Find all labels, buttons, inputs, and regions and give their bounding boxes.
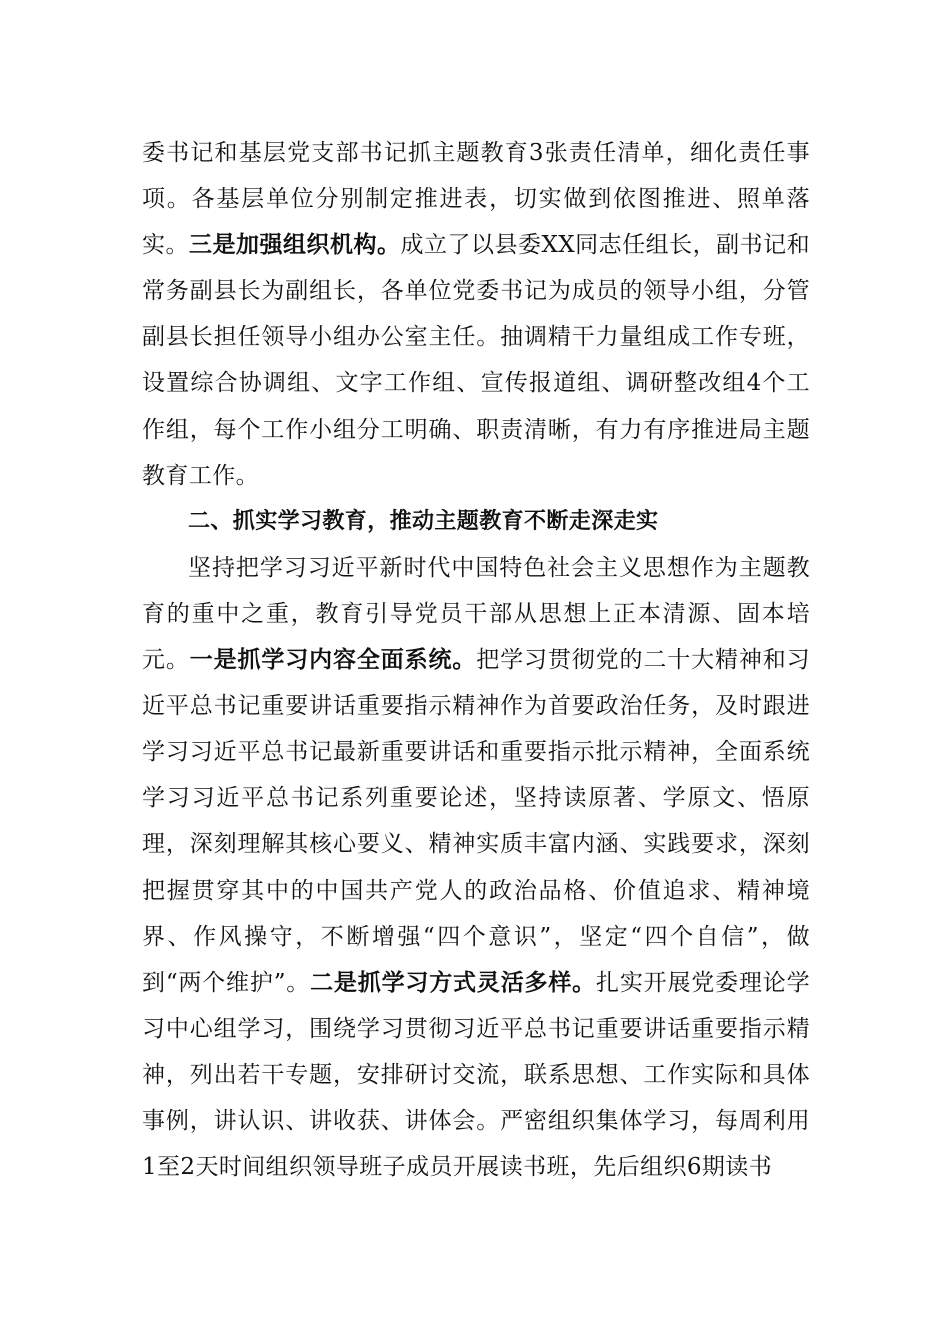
paragraph-text: 坚持把学习习近平新时代中国特色社会主义思想作为主题教育的重中之重，教育引导党员干部从思想上正本清源、固本培元。	[142, 554, 810, 674]
paragraph-study	[142, 545, 810, 1190]
bold-point-one: 一是抓学习内容全面系统。	[189, 647, 477, 674]
paragraph-text: 把学习贯彻党的二十大精神和习近平总书记重要讲话重要指示精神作为首要政治任务，及时跟进学习习近平总书记最新重要讲话和重要指示批示精神，全面系统学习习近平总书记系列重要论述，坚持读原著、学原文、悟原理，深刻理解其核心要义、精神实质丰富内涵、实践要求，深刻把握贯穿其中的中国共产党人的政治品格、价值追求、精神境界、作风操守，不断增强“四个意识”，坚定“四个自信”，做到“两个维护”。	[142, 647, 810, 996]
paragraph-organization	[142, 130, 810, 499]
section-heading: 二、抓实学习教育，推动主题教育不断走深走实	[188, 508, 659, 534]
paragraph-text: 委书记和基层党支部书记抓主题教育3张责任清单，细化责任事项。各基层单位分别制定推进表，切实做到依图推进、照单落实。	[142, 140, 810, 259]
paragraph-text: 扎实开展党委理论学习中心组学习，围绕学习贯彻习近平总书记重要讲话重要指示精神，列出若干专题，安排研讨交流，联系思想、工作实际和具体事例，讲认识、讲收获、讲体会。严密组织集体学习，每周利用1至2天时间组织领导班子成员开展读书班，先后组织6期读书	[142, 969, 810, 1181]
bold-point-three: 三是加强组织机构。	[189, 232, 401, 259]
document-body	[142, 130, 810, 1190]
bold-point-two: 二是抓学习方式灵活多样。	[310, 969, 596, 996]
paragraph-text: 成立了以县委XX同志任组长，副书记和常务副县长为副组长，各单位党委书记为成员的领导小组，分管副县长担任领导小组办公室主任。抽调精干力量组成工作专班，设置综合协调组、文字工作组、宣传报道组、调研整改组4个工作组，每个工作小组分工明确、职责清晰，有力有序推进局主题教育工作。	[142, 232, 810, 489]
